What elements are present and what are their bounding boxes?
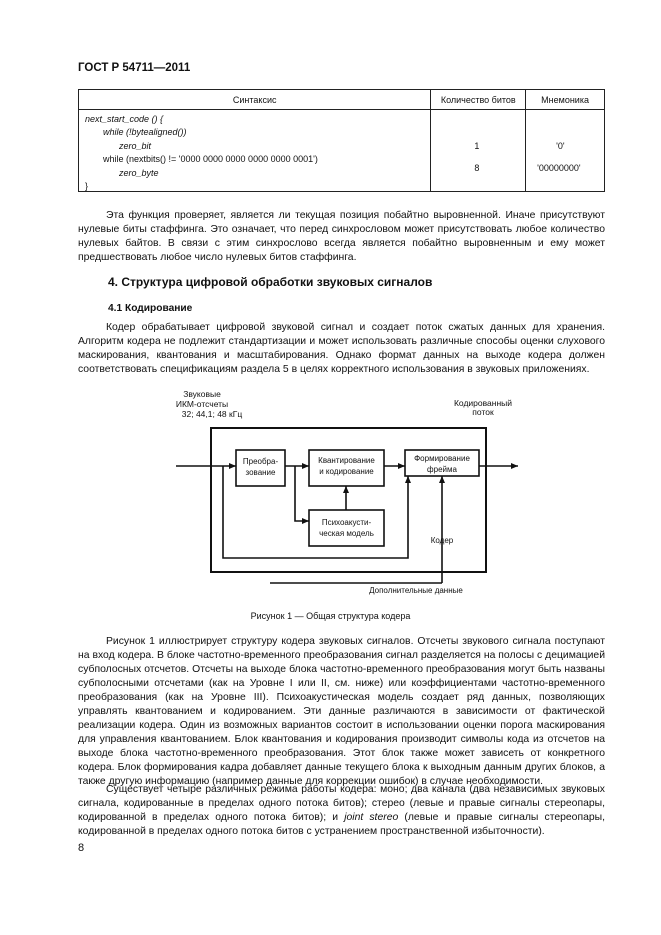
paragraph-encoder-intro: Кодер обрабатывает цифровой звуковой сигнал и создает поток сжатых данных для хранения. Алгоритм кодера не подлежит стандартизации и может использовать различные способы оценки слухового маскирования, квантования и масштабирования. Однако формат данных на выходе кодера должен соответствовать спецификациям раздела 5 в целях корректного использования в звуковых приложениях. [78, 322, 605, 375]
quantization-label: Квантирование [318, 456, 375, 465]
output-label: Кодированный [453, 398, 513, 408]
code-line: while (nextbits() != '0000 0000 0000 0000 0000 0001') [103, 154, 318, 164]
frame-label: фрейма [427, 465, 457, 474]
code-line: next_start_code () { [85, 114, 164, 124]
aux-data-label: Дополнительные данные [369, 586, 463, 595]
output-label: поток [472, 407, 494, 417]
encoder-diagram [0, 380, 661, 602]
input-label: ИКМ-отсчеты [175, 399, 229, 409]
psychoacoustic-block [309, 510, 384, 546]
code-line: zero_byte [119, 168, 159, 178]
mnemonic-cell [526, 110, 605, 192]
code-line: } [85, 181, 89, 191]
syntax-table [78, 89, 605, 192]
paragraph-structure-description: Рисунок 1 иллюстрирует структуру кодера звуковых сигналов. Отсчеты звукового сигнала поступают на вход кодера. В блоке частотно-временного преобразования сигнал разделяется на полосы с децимацией субполосных отсчетов. Отсчеты на выходе блока частотно-временного преобразования могут быть названы субполосными отсчетами (как на Уровне I или II, см. ниже) или коэффициентами частотно-временного преобразования (как на Уровне III). Психоакустическая модель создает ряд данных, позволяющих управлять квантованием и кодированием. Эти данные различаются в зависимости от фактической реализации кодера. Один из возможных вариантов состоит в использовании оценки порога маскирования для управления квантованием. Блок квантования и кодирования производит символы кода из отсчетов на выходе блока частотно-временного преобразования. Этот блок также может зависеть от конкретного кодера. Блок формирования кадра добавляет данные текущего блока к выходным данным других блоков, а также другую информацию (например данные для коррекции ошибок) в случае необходимости. [78, 636, 605, 787]
encoder-label: Кодер [430, 536, 454, 545]
transform-label: зование [245, 468, 276, 477]
mnemonic-value: '0' [556, 141, 565, 151]
transform-label: Преобра- [242, 457, 279, 466]
bits-value: 1 [474, 141, 480, 151]
figure-caption: Рисунок 1 — Общая структура кодера [250, 611, 411, 621]
section-heading: 4. Структура цифровой обработки звуковых сигналов [108, 275, 433, 289]
column-header-bits: Количество битов [431, 90, 526, 110]
syntax-cell [79, 110, 431, 192]
bits-cell [431, 110, 526, 192]
input-label: Звуковые [183, 389, 221, 399]
transform-to-psy-arrow [295, 466, 309, 521]
page-number: 8 [78, 842, 85, 854]
psychoacoustic-label: Психоакусти- [321, 518, 372, 527]
paragraph-modes: Существует четыре различных режима работы кодера: моно; два канала (два независимых звуковых сигнала, кодированные в пределах одного потока битов); стерео (левые и правые сигналы стереопары, кодированной в пределах одного потока битов); и joint stereo (левые и правые сигналы стереопары, кодированной в пределах одного потока битов с устранением пространственной избыточности). [78, 784, 605, 837]
psychoacoustic-label: ческая модель [319, 529, 374, 538]
paragraph-stuffing: Эта функция проверяет, является ли текущая позиция побайтно выровненной. Иначе присутствуют нулевые биты стаффинга. Это означает, что перед синхрословом может присутствовать любое количество нулевых байтов. В связи с этим синхрослово всегда является побайтно выровненным и ему может предшествовать любое число нулевых битов стаффинга. [78, 210, 605, 263]
bits-value: 8 [474, 163, 480, 173]
input-to-psy-path [223, 466, 408, 558]
input-label: 32; 44,1; 48 кГц [181, 409, 243, 419]
column-header-mnemonic: Мнемоника [526, 90, 605, 110]
code-line: zero_bit [119, 141, 152, 151]
frame-label: Формирование [414, 454, 470, 463]
mnemonic-value: '00000000' [537, 163, 581, 173]
standard-id: ГОСТ Р 54711—2011 [78, 62, 191, 74]
column-header-syntax: Синтаксис [79, 90, 431, 110]
quantization-label: и кодирование [319, 467, 374, 476]
subsection-heading: 4.1 Кодирование [108, 303, 193, 314]
code-line: while (!bytealigned()) [103, 127, 187, 137]
